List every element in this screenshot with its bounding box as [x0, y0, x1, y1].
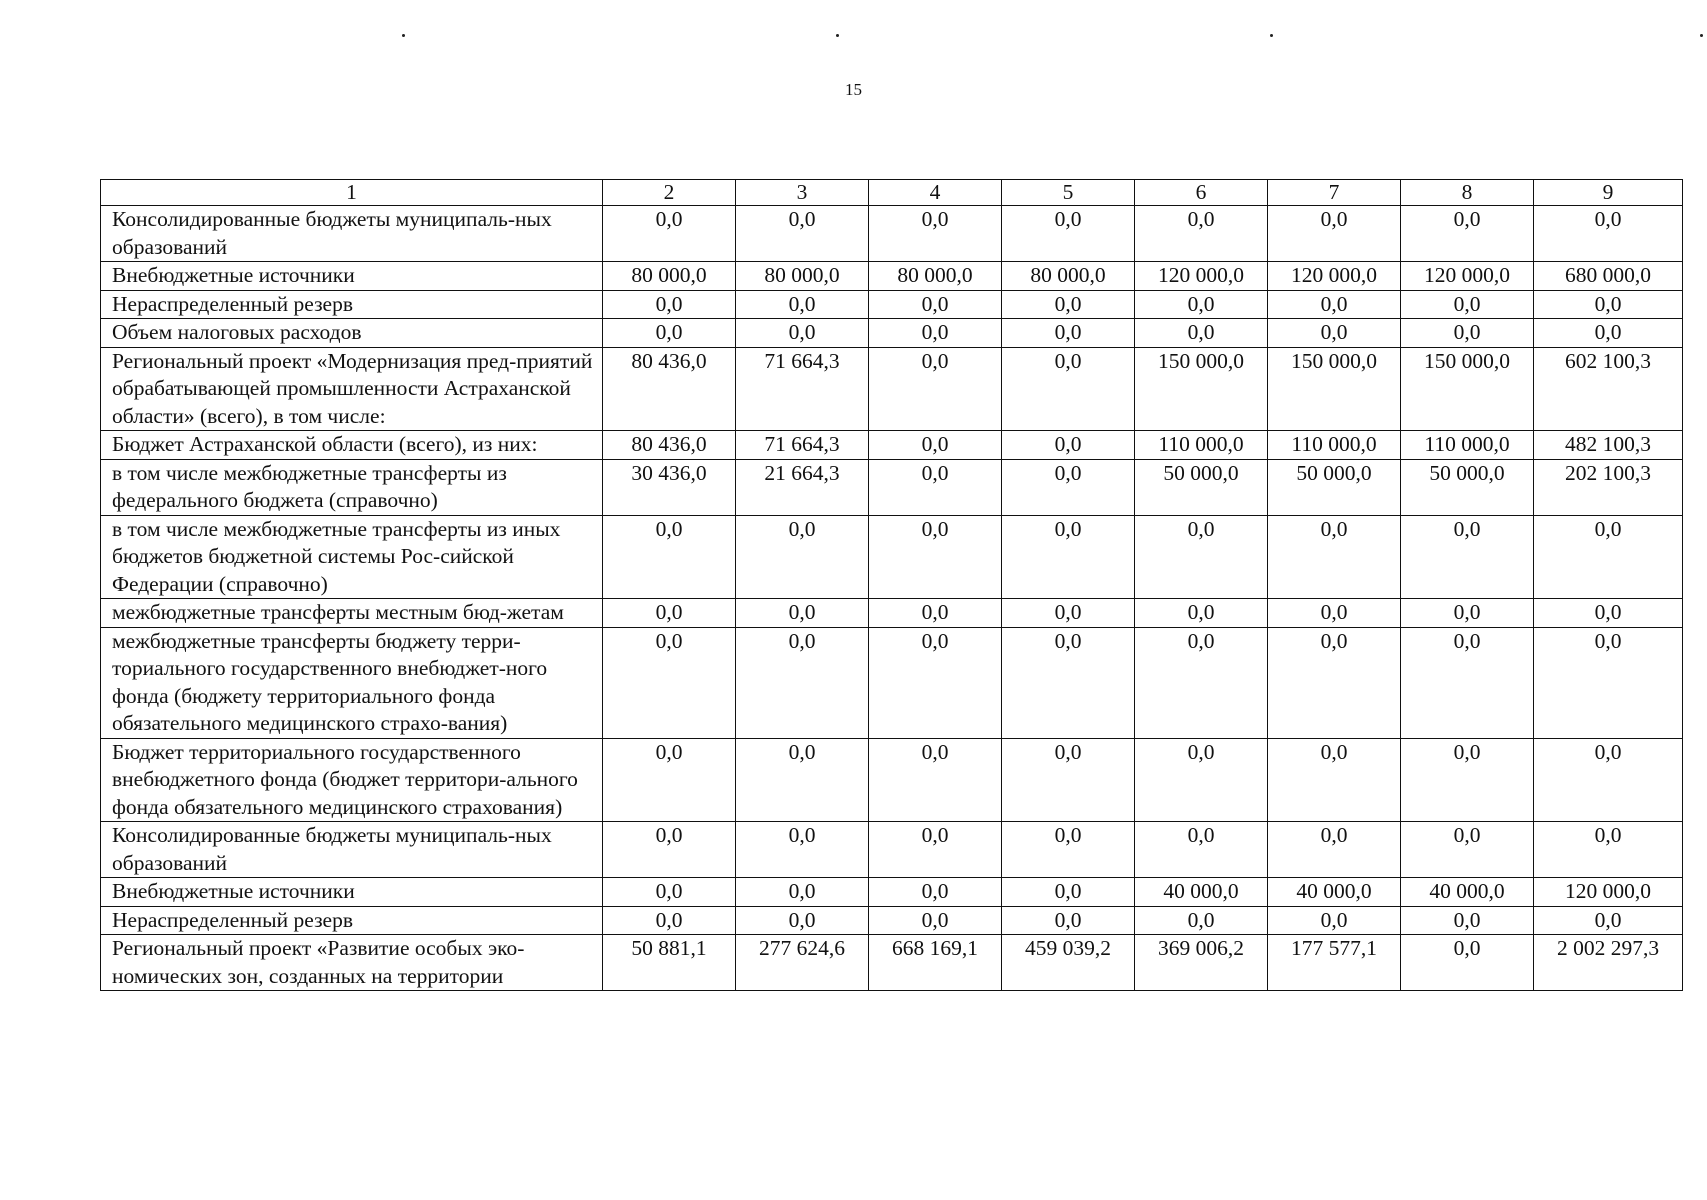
value-cell: 110 000,0: [1268, 431, 1401, 460]
value-cell: 0,0: [603, 290, 736, 319]
value-cell: 0,0: [1268, 599, 1401, 628]
row-label: Внебюджетные источники: [101, 262, 603, 291]
value-cell: 30 436,0: [603, 459, 736, 515]
value-cell: 0,0: [736, 206, 869, 262]
value-cell: 0,0: [1268, 822, 1401, 878]
value-cell: 0,0: [603, 627, 736, 738]
value-cell: 0,0: [603, 878, 736, 907]
row-label: Бюджет территориального государственного внебюджетного фонда (бюджет территори-ального фонда обязательного медицинского страхования): [101, 738, 603, 822]
table-row: [101, 515, 1683, 599]
value-cell: 0,0: [1401, 515, 1534, 599]
row-label: в том числе межбюджетные трансферты из иных бюджетов бюджетной системы Рос-сийской Федерации (справочно): [101, 515, 603, 599]
value-cell: 0,0: [1534, 627, 1683, 738]
value-cell: 0,0: [1534, 738, 1683, 822]
column-number: 8: [1401, 180, 1534, 206]
table-row: [101, 319, 1683, 348]
table-row: [101, 459, 1683, 515]
value-cell: 0,0: [1135, 290, 1268, 319]
value-cell: 0,0: [1268, 627, 1401, 738]
value-cell: 0,0: [1268, 206, 1401, 262]
value-cell: 0,0: [603, 206, 736, 262]
value-cell: 482 100,3: [1534, 431, 1683, 460]
row-label: межбюджетные трансферты местным бюд-жетам: [101, 599, 603, 628]
budget-table-body: [101, 180, 1683, 991]
value-cell: 0,0: [869, 290, 1002, 319]
value-cell: 0,0: [1268, 319, 1401, 348]
value-cell: 0,0: [1534, 599, 1683, 628]
value-cell: 0,0: [1002, 347, 1135, 431]
value-cell: 0,0: [736, 878, 869, 907]
value-cell: 0,0: [1268, 290, 1401, 319]
row-label: Нераспределенный резерв: [101, 290, 603, 319]
scan-speck: [1270, 34, 1273, 37]
value-cell: 0,0: [736, 290, 869, 319]
row-label: Объем налоговых расходов: [101, 319, 603, 348]
column-number: 5: [1002, 180, 1135, 206]
table-row: [101, 878, 1683, 907]
table-row: [101, 431, 1683, 460]
value-cell: 0,0: [1002, 599, 1135, 628]
value-cell: 0,0: [603, 599, 736, 628]
value-cell: 0,0: [1401, 290, 1534, 319]
value-cell: 0,0: [1401, 738, 1534, 822]
table-row: [101, 290, 1683, 319]
value-cell: 40 000,0: [1268, 878, 1401, 907]
value-cell: 202 100,3: [1534, 459, 1683, 515]
value-cell: 680 000,0: [1534, 262, 1683, 291]
column-number: 3: [736, 180, 869, 206]
row-label: Региональный проект «Модернизация пред-приятий обрабатывающей промышленности Астраханской области» (всего), в том числе:: [101, 347, 603, 431]
row-label: Бюджет Астраханской области (всего), из них:: [101, 431, 603, 460]
value-cell: 0,0: [736, 319, 869, 348]
value-cell: 0,0: [1534, 290, 1683, 319]
scan-speck: [1700, 34, 1703, 37]
value-cell: 150 000,0: [1401, 347, 1534, 431]
column-number-row: [101, 180, 1683, 206]
value-cell: 71 664,3: [736, 431, 869, 460]
value-cell: 120 000,0: [1268, 262, 1401, 291]
value-cell: 0,0: [1534, 515, 1683, 599]
value-cell: 177 577,1: [1268, 935, 1401, 991]
table-row: [101, 347, 1683, 431]
value-cell: 0,0: [869, 431, 1002, 460]
value-cell: 0,0: [1002, 906, 1135, 935]
value-cell: 0,0: [1002, 206, 1135, 262]
value-cell: 0,0: [869, 319, 1002, 348]
column-number: 9: [1534, 180, 1683, 206]
value-cell: 120 000,0: [1401, 262, 1534, 291]
value-cell: 0,0: [736, 822, 869, 878]
value-cell: 602 100,3: [1534, 347, 1683, 431]
table-row: [101, 627, 1683, 738]
value-cell: 50 000,0: [1135, 459, 1268, 515]
value-cell: 0,0: [603, 319, 736, 348]
value-cell: 80 000,0: [869, 262, 1002, 291]
column-number: 2: [603, 180, 736, 206]
value-cell: 0,0: [736, 599, 869, 628]
value-cell: 80 436,0: [603, 347, 736, 431]
row-label: межбюджетные трансферты бюджету терри-ториального государственного внебюджет-ного фонда (бюджету территориального фонда обязательного медицинского страхо-вания): [101, 627, 603, 738]
value-cell: 459 039,2: [1002, 935, 1135, 991]
value-cell: 150 000,0: [1135, 347, 1268, 431]
value-cell: 277 624,6: [736, 935, 869, 991]
row-label: Региональный проект «Развитие особых эко-номических зон, созданных на территории: [101, 935, 603, 991]
value-cell: 80 000,0: [736, 262, 869, 291]
value-cell: 0,0: [869, 627, 1002, 738]
value-cell: 0,0: [869, 515, 1002, 599]
value-cell: 0,0: [1401, 822, 1534, 878]
value-cell: 0,0: [1268, 906, 1401, 935]
table-row: [101, 262, 1683, 291]
row-label: Консолидированные бюджеты муниципаль-ных образований: [101, 822, 603, 878]
value-cell: 0,0: [603, 515, 736, 599]
table-row: [101, 599, 1683, 628]
value-cell: 0,0: [736, 738, 869, 822]
value-cell: 80 436,0: [603, 431, 736, 460]
value-cell: 80 000,0: [603, 262, 736, 291]
value-cell: 50 000,0: [1401, 459, 1534, 515]
value-cell: 0,0: [1534, 206, 1683, 262]
value-cell: 0,0: [1002, 319, 1135, 348]
value-cell: 0,0: [1268, 738, 1401, 822]
value-cell: 0,0: [1401, 935, 1534, 991]
value-cell: 0,0: [1002, 290, 1135, 319]
budget-table: [100, 179, 1683, 991]
value-cell: 0,0: [603, 906, 736, 935]
value-cell: 0,0: [1401, 319, 1534, 348]
column-number: 7: [1268, 180, 1401, 206]
value-cell: 0,0: [1002, 738, 1135, 822]
value-cell: 0,0: [869, 347, 1002, 431]
value-cell: 0,0: [1268, 515, 1401, 599]
row-label: в том числе межбюджетные трансферты из федерального бюджета (справочно): [101, 459, 603, 515]
value-cell: 0,0: [869, 878, 1002, 907]
value-cell: 0,0: [869, 206, 1002, 262]
value-cell: 668 169,1: [869, 935, 1002, 991]
value-cell: 0,0: [869, 459, 1002, 515]
column-number: 6: [1135, 180, 1268, 206]
value-cell: 120 000,0: [1534, 878, 1683, 907]
value-cell: 0,0: [1002, 822, 1135, 878]
row-label: Внебюджетные источники: [101, 878, 603, 907]
value-cell: 0,0: [1534, 319, 1683, 348]
value-cell: 0,0: [1135, 319, 1268, 348]
value-cell: 0,0: [1135, 627, 1268, 738]
row-label: Консолидированные бюджеты муниципаль-ных образований: [101, 206, 603, 262]
value-cell: 0,0: [1002, 627, 1135, 738]
row-label: Нераспределенный резерв: [101, 906, 603, 935]
page-number: 15: [845, 80, 862, 99]
value-cell: 0,0: [1135, 822, 1268, 878]
column-number: 4: [869, 180, 1002, 206]
value-cell: 40 000,0: [1135, 878, 1268, 907]
value-cell: 0,0: [1401, 599, 1534, 628]
table-row: [101, 822, 1683, 878]
value-cell: 150 000,0: [1268, 347, 1401, 431]
value-cell: 0,0: [1002, 878, 1135, 907]
value-cell: 0,0: [1002, 515, 1135, 599]
value-cell: 2 002 297,3: [1534, 935, 1683, 991]
column-number: 1: [101, 180, 603, 206]
value-cell: 0,0: [1401, 627, 1534, 738]
value-cell: 0,0: [1401, 906, 1534, 935]
value-cell: 0,0: [736, 515, 869, 599]
value-cell: 0,0: [1002, 431, 1135, 460]
table-row: [101, 906, 1683, 935]
value-cell: 120 000,0: [1135, 262, 1268, 291]
value-cell: 0,0: [869, 599, 1002, 628]
value-cell: 21 664,3: [736, 459, 869, 515]
value-cell: 110 000,0: [1135, 431, 1268, 460]
value-cell: 0,0: [869, 822, 1002, 878]
value-cell: 40 000,0: [1401, 878, 1534, 907]
value-cell: 110 000,0: [1401, 431, 1534, 460]
scan-speck: [402, 34, 405, 37]
scan-speck: [836, 34, 839, 37]
value-cell: 0,0: [736, 906, 869, 935]
value-cell: 0,0: [736, 627, 869, 738]
value-cell: 0,0: [1534, 822, 1683, 878]
value-cell: 0,0: [1401, 206, 1534, 262]
value-cell: 0,0: [1534, 906, 1683, 935]
value-cell: 80 000,0: [1002, 262, 1135, 291]
value-cell: 50 000,0: [1268, 459, 1401, 515]
value-cell: 0,0: [1135, 738, 1268, 822]
value-cell: 0,0: [1135, 599, 1268, 628]
table-row: [101, 738, 1683, 822]
value-cell: 369 006,2: [1135, 935, 1268, 991]
value-cell: 71 664,3: [736, 347, 869, 431]
value-cell: 0,0: [1002, 459, 1135, 515]
value-cell: 0,0: [1135, 206, 1268, 262]
value-cell: 0,0: [603, 738, 736, 822]
table-row: [101, 206, 1683, 262]
value-cell: 0,0: [869, 738, 1002, 822]
value-cell: 0,0: [1135, 515, 1268, 599]
table-row: [101, 935, 1683, 991]
value-cell: 0,0: [603, 822, 736, 878]
value-cell: 0,0: [869, 906, 1002, 935]
value-cell: 50 881,1: [603, 935, 736, 991]
value-cell: 0,0: [1135, 906, 1268, 935]
